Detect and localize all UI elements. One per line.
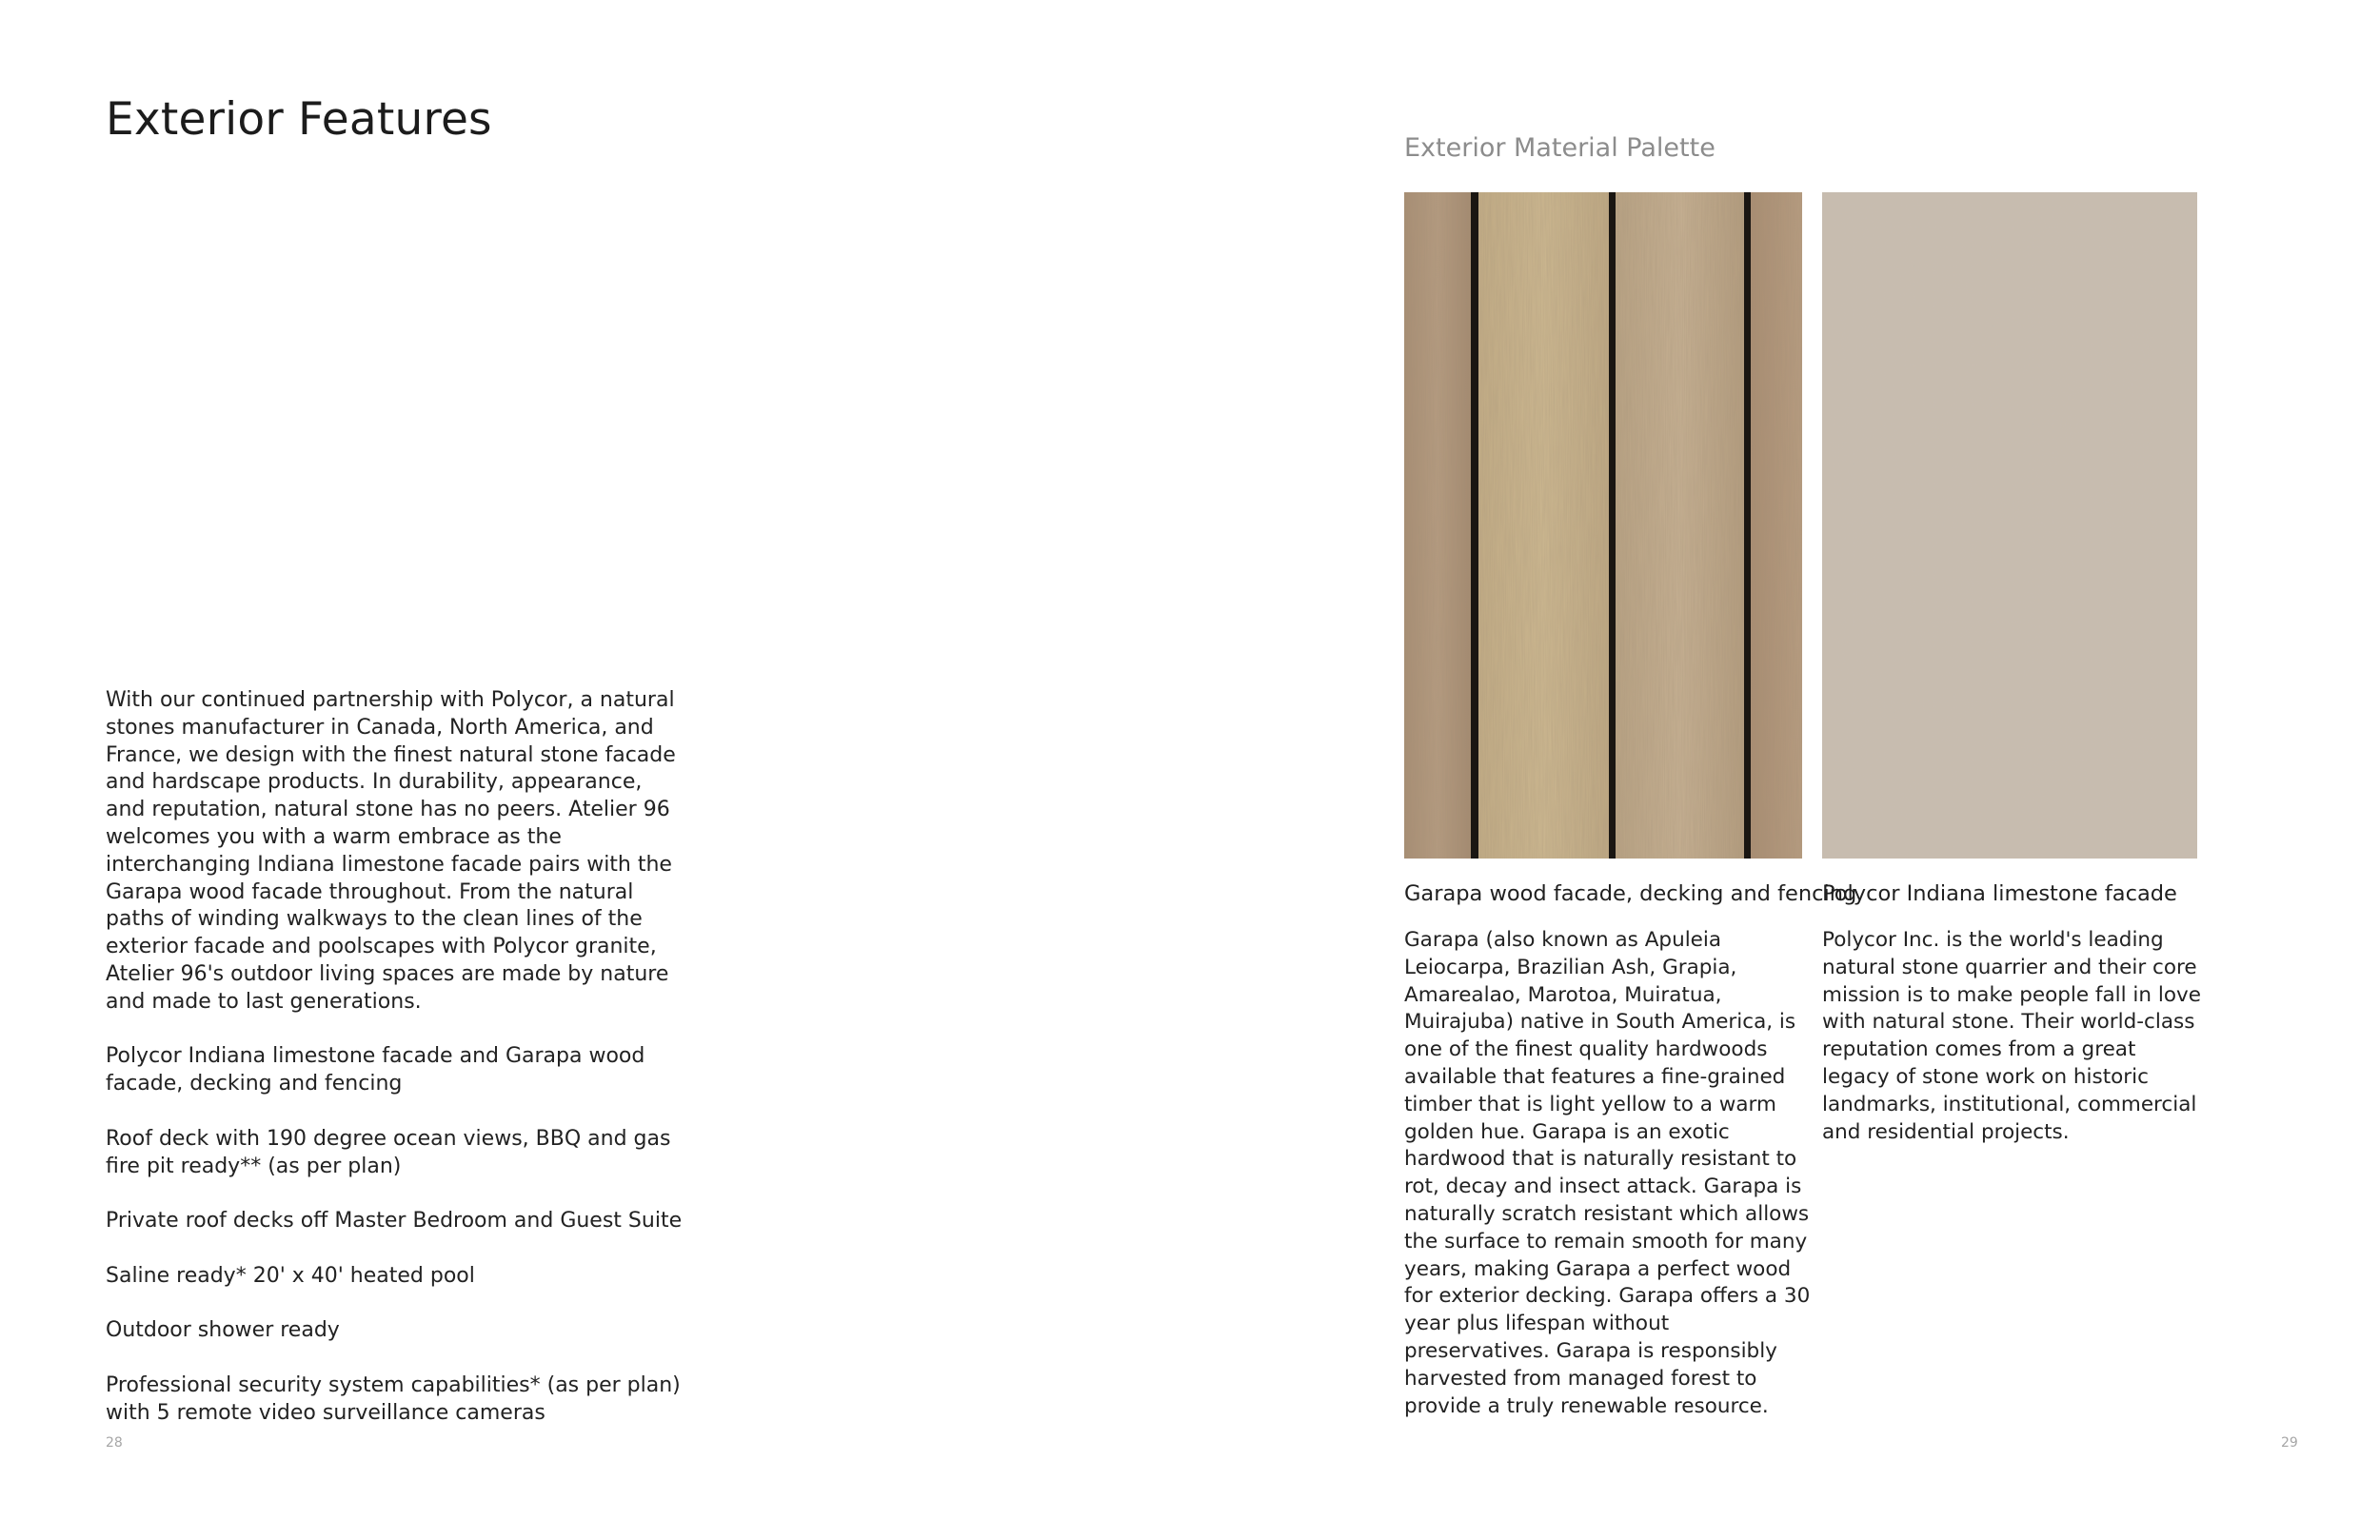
page-title: Exterior Features <box>106 93 492 146</box>
limestone-swatch <box>1822 192 2197 859</box>
page-number-right: 29 <box>2281 1435 2298 1451</box>
wood-caption: Garapa wood facade, decking and fencing <box>1404 881 1857 906</box>
wood-texture-image <box>1404 192 1802 859</box>
feature-item: Roof deck with 190 degree ocean views, BBQ and gas fire pit ready** (as per plan) <box>106 1126 671 1178</box>
feature-item: Saline ready* 20' x 40' heated pool <box>106 1263 475 1288</box>
palette-heading: Exterior Material Palette <box>1404 133 1716 163</box>
limestone-texture-image <box>1822 192 2197 859</box>
page-number-left: 28 <box>106 1435 123 1451</box>
wood-description: Garapa (also known as Apuleia Leiocarpa, Brazilian Ash, Grapia, Amarealao, Marotoa, Muiratua, Muirajuba) native in South America, is one of the finest quality hardwoods available that features a fine-grained timber that is light yellow to a warm golden hue. Garapa is an exotic hardwood that is naturally resistant to rot, decay and insect attack. Garapa is naturally scratch resistant which allows the surface to remain smooth for many years, making Garapa a perfect wood for exterior decking. Garapa offers a 30 year plus lifespan without preservatives. Garapa is responsibly harvested from managed forest to provide a truly renewable resource. <box>1404 928 1811 1418</box>
stone-caption: Polycor Indiana limestone facade <box>1822 881 2177 906</box>
intro-paragraph: With our continued partnership with Polycor, a natural stones manufacturer in Canada, North America, and France, we design with the finest natural stone facade and hardscape products. In durability, appearance, and reputation, natural stone has no peers. Atelier 96 welcomes you with a warm embrace as the interchanging Indiana limestone facade pairs with the Garapa wood facade throughout. From the natural paths of winding walkways to the clean lines of the exterior facade and poolscapes with Polycor granite, Atelier 96's outdoor living spaces are made by nature and made to last generations. <box>106 688 676 1014</box>
feature-item: Outdoor shower ready <box>106 1318 340 1343</box>
feature-item: Polycor Indiana limestone facade and Garapa wood facade, decking and fencing <box>106 1044 645 1096</box>
garapa-wood-swatch <box>1404 192 1802 859</box>
features-list <box>106 687 686 1428</box>
stone-description: Polycor Inc. is the world's leading natural stone quarrier and their core mission is to make people fall in love with natural stone. Their world-class reputation comes from a great legacy of stone work on historic landmarks, institutional, commercial and residential projects. <box>1822 928 2201 1144</box>
feature-item: Professional security system capabilities* (as per plan) with 5 remote video surveillance cameras <box>106 1372 681 1425</box>
feature-item: Private roof decks off Master Bedroom and Guest Suite <box>106 1209 683 1234</box>
